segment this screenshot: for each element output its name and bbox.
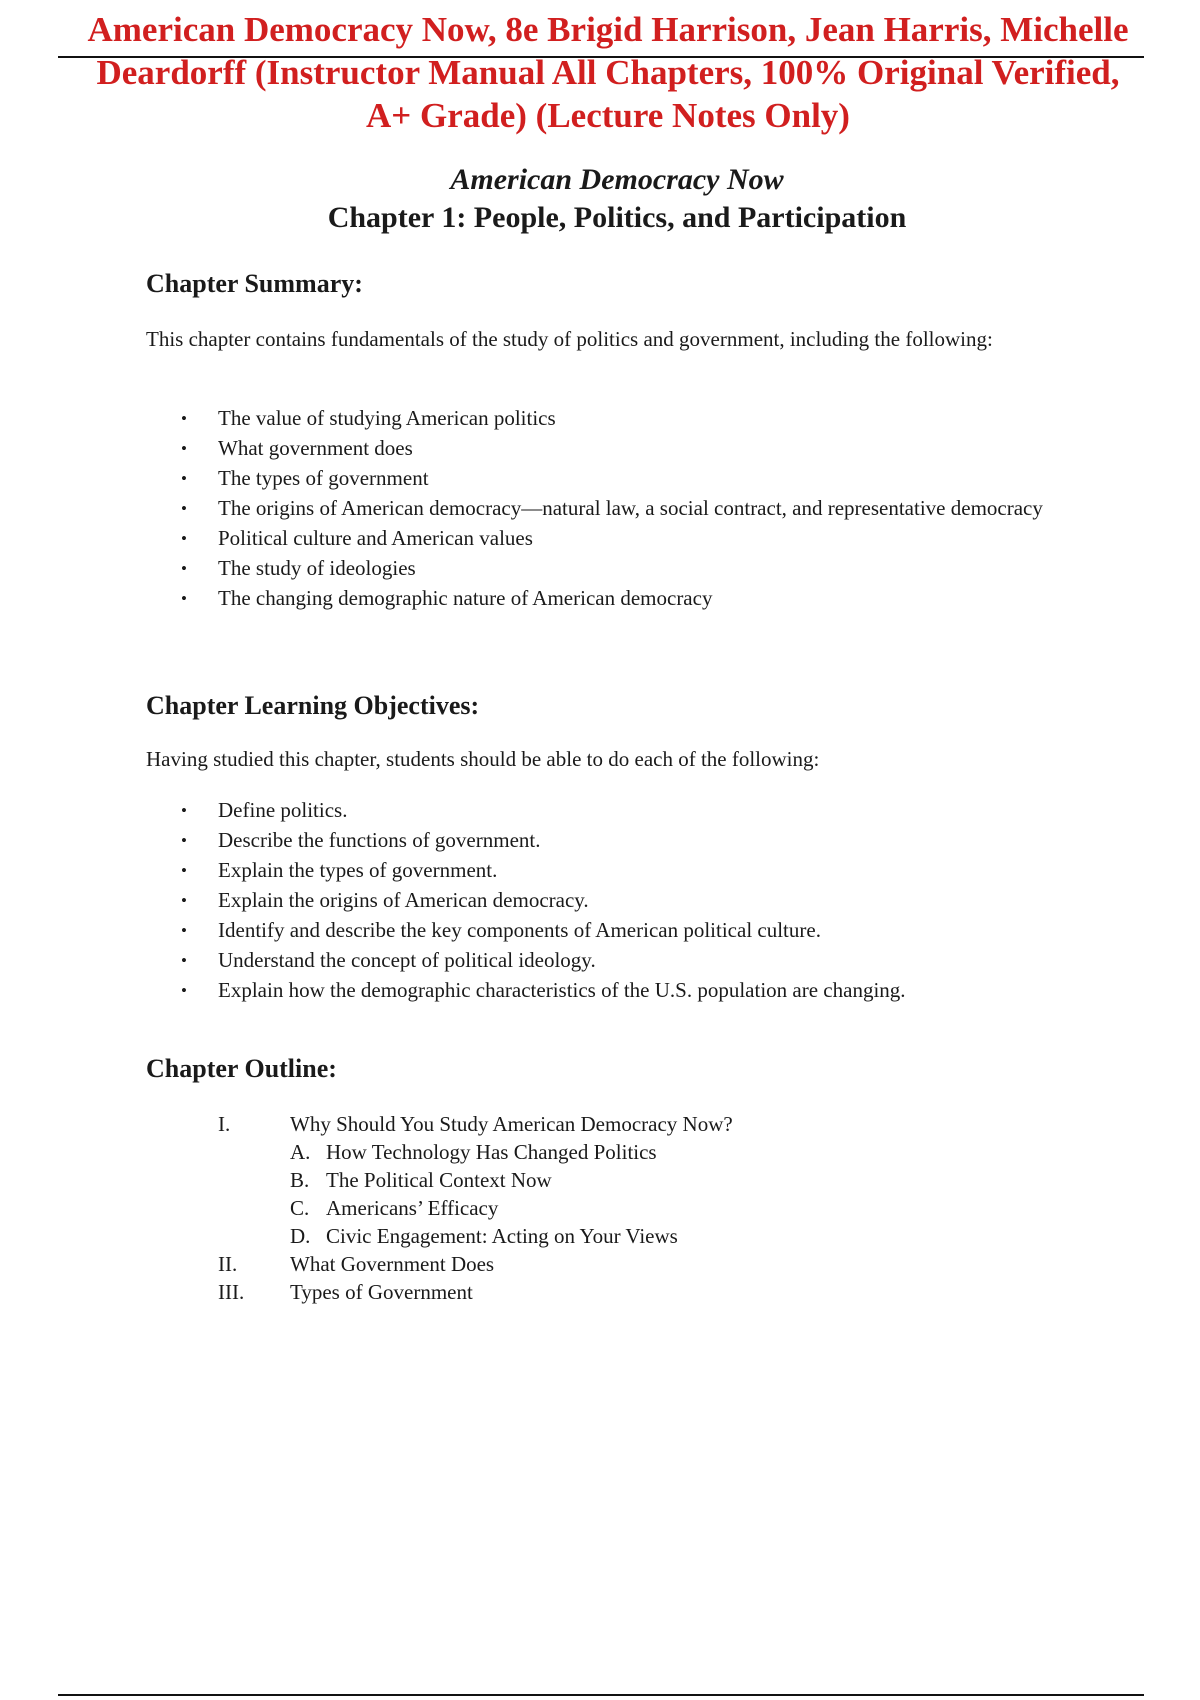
outline-letter: A. xyxy=(290,1140,311,1164)
banner-line-1: American Democracy Now, 8e Brigid Harrison, Jean Harris, Michelle xyxy=(87,10,1129,49)
list-item xyxy=(146,465,1086,492)
list-item-text: Political culture and American values xyxy=(218,526,533,550)
objectives-intro: Having studied this chapter, students should be able to do each of the following: xyxy=(146,747,820,771)
top-divider xyxy=(58,56,1144,58)
outline-subsection xyxy=(146,1166,1046,1194)
outline-letter: C. xyxy=(290,1196,310,1220)
outline-section-title: Why Should You Study American Democracy Now? xyxy=(290,1112,733,1136)
bullet-icon: • xyxy=(181,831,187,850)
list-item-text: Define politics. xyxy=(218,798,348,822)
bottom-divider xyxy=(58,1694,1144,1696)
bullet-icon: • xyxy=(181,861,187,880)
list-item xyxy=(146,797,1086,824)
list-item xyxy=(146,435,1086,462)
list-item xyxy=(146,495,1086,522)
outline-subsection xyxy=(146,1222,1046,1250)
list-item xyxy=(146,887,1086,914)
document-banner xyxy=(58,8,1158,137)
outline-section-title: Types of Government xyxy=(290,1280,473,1304)
list-item-text: The changing demographic nature of American democracy xyxy=(218,586,713,610)
outline-subsection-title: Americans’ Efficacy xyxy=(326,1196,499,1220)
list-item-text: Explain how the demographic characteristics of the U.S. population are changing. xyxy=(218,978,906,1002)
bullet-icon: • xyxy=(181,981,187,1000)
outline-heading: Chapter Outline: xyxy=(146,1054,337,1083)
bullet-icon: • xyxy=(181,469,187,488)
list-item-text: Understand the concept of political ideology. xyxy=(218,948,596,972)
objectives-heading: Chapter Learning Objectives: xyxy=(146,691,480,720)
outline-numeral: I. xyxy=(218,1112,231,1136)
outline-letter: D. xyxy=(290,1224,311,1248)
list-item xyxy=(146,827,1086,854)
list-item-text: The value of studying American politics xyxy=(218,406,556,430)
bullet-icon: • xyxy=(181,409,187,428)
list-item-text: The study of ideologies xyxy=(218,556,416,580)
bullet-icon: • xyxy=(181,499,187,518)
book-title: American Democracy Now xyxy=(450,163,784,196)
outline-section xyxy=(146,1250,1046,1278)
summary-intro: This chapter contains fundamentals of the study of politics and government, including the following: xyxy=(146,327,993,351)
bullet-icon: • xyxy=(181,529,187,548)
bullet-icon: • xyxy=(181,921,187,940)
list-item xyxy=(146,405,1086,432)
list-item xyxy=(146,917,1086,944)
list-item xyxy=(146,525,1086,552)
list-item-text: What government does xyxy=(218,436,413,460)
banner-line-2: Deardorff (Instructor Manual All Chapters, 100% Original Verified, xyxy=(96,53,1120,92)
list-item xyxy=(146,857,1086,884)
list-item-text: Explain the origins of American democracy. xyxy=(218,888,589,912)
list-item xyxy=(146,977,1086,1004)
chapter-outline xyxy=(146,1110,1046,1306)
summary-list xyxy=(146,405,1086,615)
list-item-text: Describe the functions of government. xyxy=(218,828,541,852)
objectives-list xyxy=(146,797,1086,1007)
chapter-title: Chapter 1: People, Politics, and Participation xyxy=(327,201,907,234)
outline-numeral: III. xyxy=(218,1280,245,1304)
list-item xyxy=(146,947,1086,974)
outline-subsection xyxy=(146,1138,1046,1166)
outline-subsection-title: How Technology Has Changed Politics xyxy=(326,1140,657,1164)
outline-letter: B. xyxy=(290,1168,310,1192)
outline-numeral: II. xyxy=(218,1252,238,1276)
outline-section xyxy=(146,1278,1046,1306)
outline-subsection-title: The Political Context Now xyxy=(326,1168,552,1192)
list-item-text: Identify and describe the key components of American political culture. xyxy=(218,918,821,942)
bullet-icon: • xyxy=(181,589,187,608)
bullet-icon: • xyxy=(181,951,187,970)
outline-section-title: What Government Does xyxy=(290,1252,495,1276)
list-item-text: Explain the types of government. xyxy=(218,858,498,882)
outline-subsection xyxy=(146,1194,1046,1222)
bullet-icon: • xyxy=(181,439,187,458)
list-item xyxy=(146,585,1086,612)
outline-section xyxy=(146,1110,1046,1138)
list-item xyxy=(146,555,1086,582)
bullet-icon: • xyxy=(181,801,187,820)
banner-line-3: A+ Grade) (Lecture Notes Only) xyxy=(366,96,850,135)
list-item-text: The origins of American democracy—natural law, a social contract, and representative democracy xyxy=(218,496,1043,520)
bullet-icon: • xyxy=(181,559,187,578)
list-item-text: The types of government xyxy=(218,466,429,490)
summary-heading: Chapter Summary: xyxy=(146,269,363,298)
outline-subsection-title: Civic Engagement: Acting on Your Views xyxy=(326,1224,678,1248)
bullet-icon: • xyxy=(181,891,187,910)
